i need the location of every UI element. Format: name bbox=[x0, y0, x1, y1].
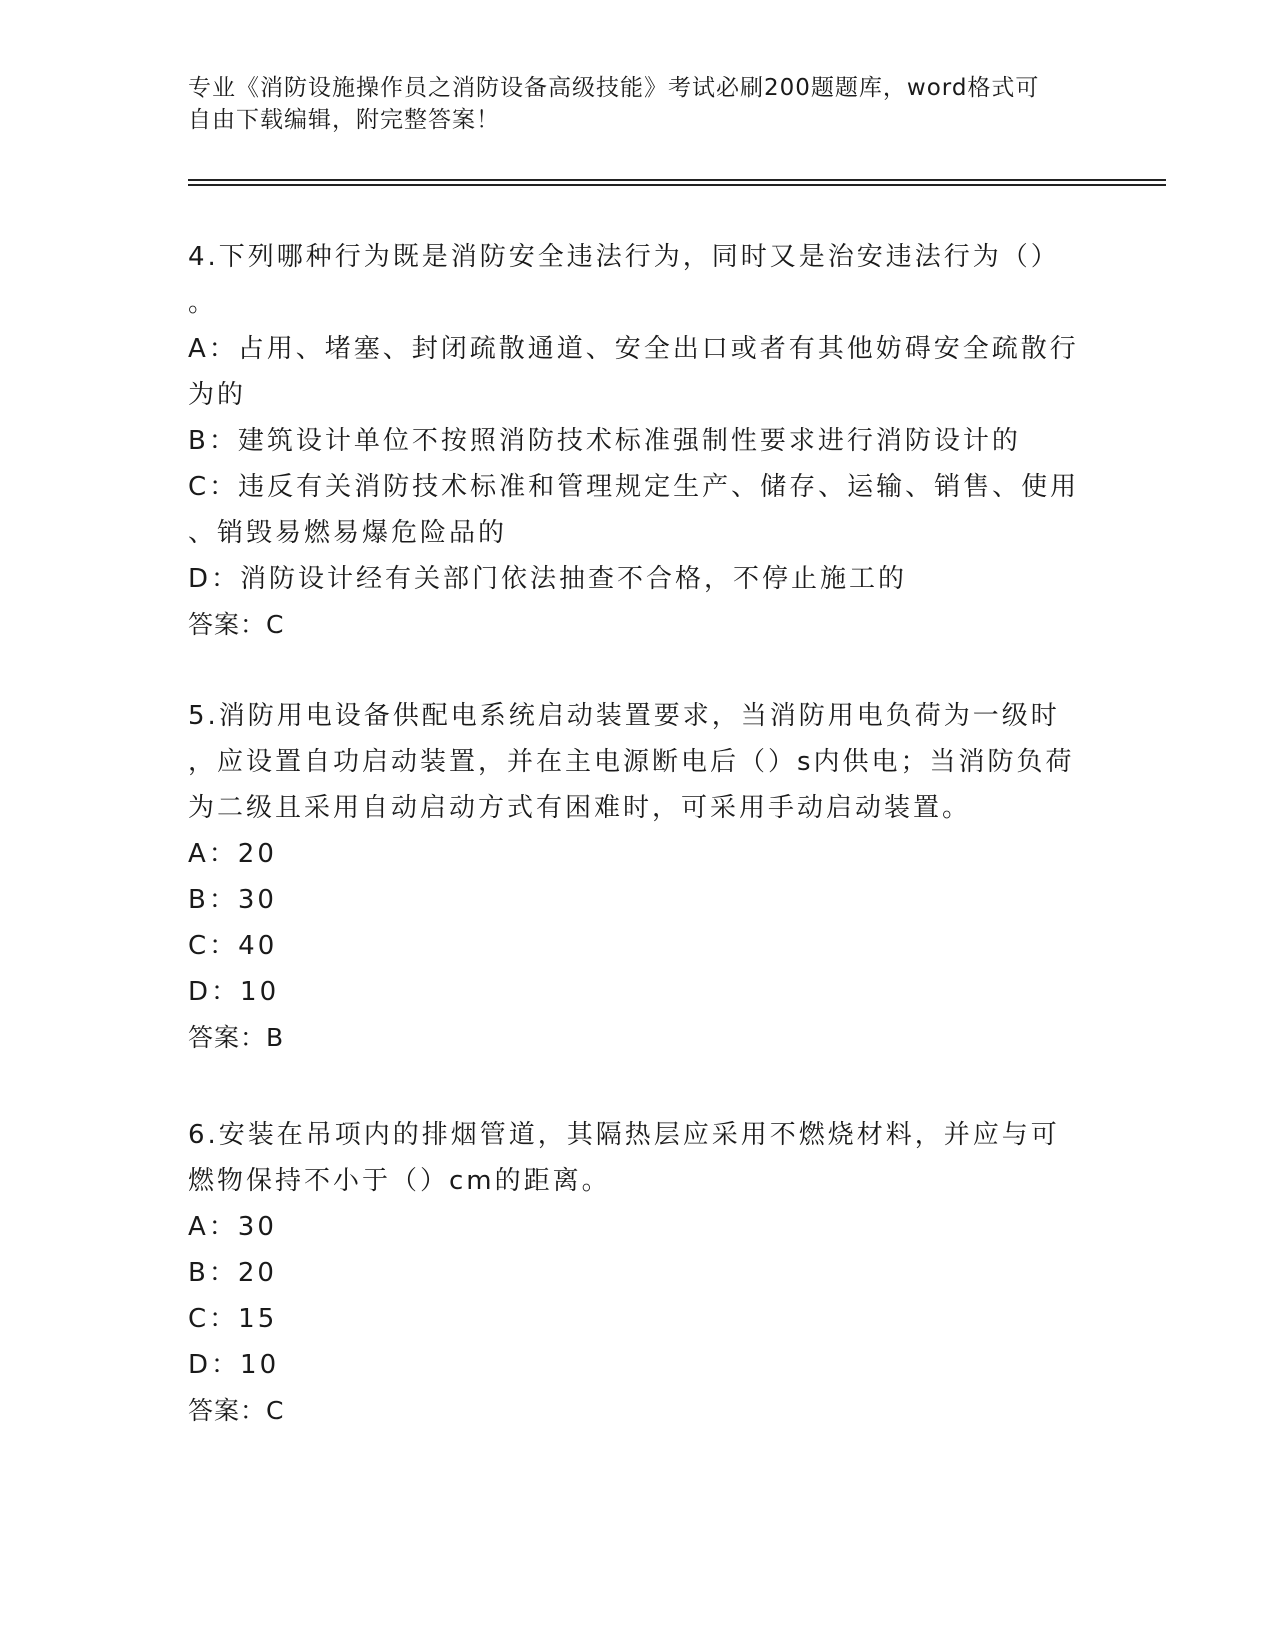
stem-line: 4.下列哪种行为既是消防安全违法行为，同时又是治安违法行为（） bbox=[188, 242, 1060, 272]
option-c: C：违反有关消防技术标准和管理规定生产、储存、运输、销售、使用 bbox=[188, 472, 1080, 502]
stem-line: 5.消防用电设备供配电系统启动装置要求，当消防用电负荷为一级时 bbox=[188, 701, 1060, 731]
question-6 bbox=[188, 1112, 1078, 1434]
option-b: B：建筑设计单位不按照消防技术标准强制性要求进行消防设计的 bbox=[188, 426, 1021, 456]
answer-label: 答案：B bbox=[188, 1023, 285, 1052]
option-d: D：10 bbox=[188, 1350, 280, 1380]
stem-line: 。 bbox=[188, 288, 218, 318]
option-a: A：占用、堵塞、封闭疏散通道、安全出口或者有其他妨碍安全疏散行 bbox=[188, 334, 1079, 364]
stem-line: 6.安装在吊项内的排烟管道，其隔热层应采用不燃烧材料，并应与可 bbox=[188, 1120, 1060, 1150]
header-line-2: 自由下载编辑，附完整答案！ bbox=[188, 107, 500, 133]
header-line-1: 专业《消防设施操作员之消防设备高级技能》考试必刷200题题库，word格式可 bbox=[188, 75, 1040, 101]
option-c-continued: 、销毁易燃易爆危险品的 bbox=[188, 518, 508, 548]
option-a-continued: 为的 bbox=[188, 380, 247, 410]
answer-label: 答案：C bbox=[188, 1396, 285, 1425]
question-stem bbox=[188, 234, 1078, 326]
option-b: B：20 bbox=[188, 1258, 277, 1288]
option-d: D：10 bbox=[188, 977, 280, 1007]
option-b: B：30 bbox=[188, 885, 277, 915]
question-stem bbox=[188, 1112, 1078, 1204]
stem-line: 燃物保持不小于（）cm的距离。 bbox=[188, 1166, 611, 1196]
stem-line: 为二级且采用自动启动方式有困难时，可采用手动启动装置。 bbox=[188, 793, 972, 823]
document-header bbox=[188, 72, 1088, 136]
question-5 bbox=[188, 693, 1078, 1061]
option-c: C：15 bbox=[188, 1304, 278, 1334]
answer-label: 答案：C bbox=[188, 610, 285, 639]
option-c: C：40 bbox=[188, 931, 278, 961]
option-a: A：20 bbox=[188, 839, 277, 869]
option-a: A：30 bbox=[188, 1212, 277, 1242]
question-4 bbox=[188, 234, 1078, 648]
question-stem bbox=[188, 693, 1078, 831]
header-divider-bottom bbox=[188, 184, 1166, 186]
header-divider-top bbox=[188, 179, 1166, 181]
stem-line: ，应设置自功启动装置，并在主电源断电后（）s内供电；当消防负荷 bbox=[188, 747, 1075, 777]
option-d: D：消防设计经有关部门依法抽查不合格，不停止施工的 bbox=[188, 564, 908, 594]
